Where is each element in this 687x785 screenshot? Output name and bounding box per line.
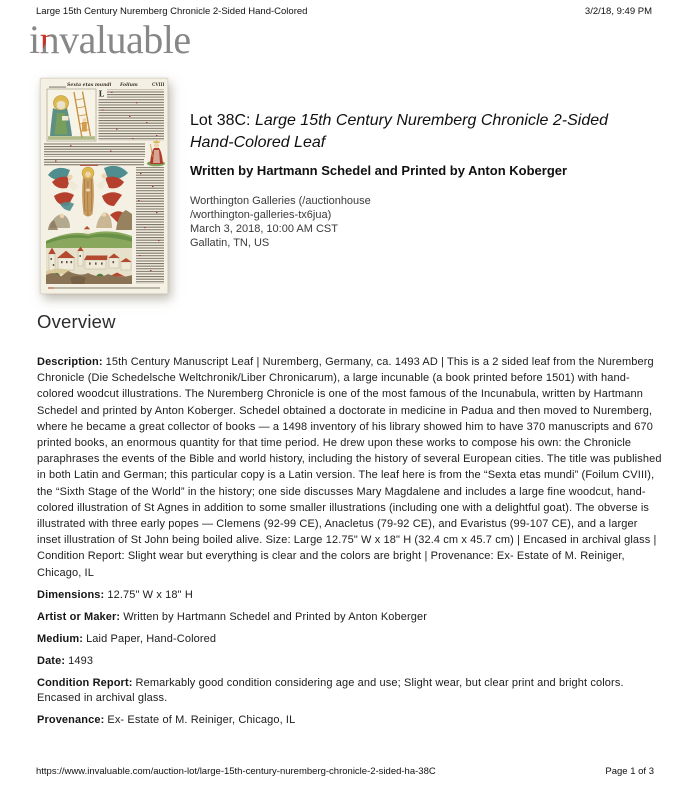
field-date (37, 654, 662, 669)
invaluable-logo (29, 17, 191, 62)
auction-house-link-line2: /worthington-galleries-tx6jua) (190, 209, 332, 222)
overview-heading: Overview (37, 311, 116, 332)
logo-rest: valuable (59, 17, 191, 62)
field-provenance (37, 713, 662, 728)
page-indicator: Page 1 of 3 (605, 766, 654, 777)
latin-text-column-upper (99, 89, 165, 142)
lot-byline: Written by Hartmann Schedel and Printed by Anton Koberger (190, 163, 568, 179)
field-artist-label: Artist or Maker: (37, 611, 121, 624)
header-right-text: CVIII (152, 82, 165, 87)
field-dimensions-label: Dimensions: (37, 589, 105, 602)
auction-house-info (190, 195, 662, 250)
field-provenance-label: Provenance: (37, 713, 105, 726)
field-date-label: Date: (37, 655, 66, 668)
auction-date: March 3, 2018, 10:00 AM CST (190, 222, 338, 235)
logo-letter-n-accent: n (39, 17, 60, 62)
field-medium-value: Laid Paper, Hand-Colored (86, 633, 217, 646)
description-label: Description: (37, 356, 103, 368)
field-date-value: 1493 (68, 655, 94, 668)
field-condition-label: Condition Report: (37, 677, 133, 690)
field-condition-report (37, 676, 662, 705)
field-medium-label: Medium: (37, 633, 84, 646)
latin-text-band-middle (44, 143, 145, 166)
overview-section (37, 311, 662, 727)
chronicle-leaf-illustration (40, 78, 168, 294)
field-artist-value: Written by Hartmann Schedel and Printed by Anton Koberger (123, 611, 428, 624)
caption-line (48, 288, 160, 289)
print-header (36, 6, 652, 17)
field-dimensions (37, 588, 662, 603)
lot-description (37, 354, 662, 581)
lot-title-name: Large 15th Century Nuremberg Chronicle 2-Sided Hand-Colored Leaf (190, 112, 609, 152)
field-dimensions-value: 12.75" W x 18" H (107, 589, 193, 602)
lot-number: Lot 38C: (190, 112, 255, 129)
svg-text:L: L (98, 88, 105, 99)
latin-text-column-right (136, 167, 164, 284)
field-condition-value: Remarkably good condition considering age and use; Slight wear, but clear print and bright colors. Encased in archival glass. (37, 677, 624, 704)
auction-house-link-line1: Worthington Galleries (/auctionhouse (190, 195, 371, 208)
field-artist-or-maker (37, 610, 662, 625)
logo-letter-i: i (29, 17, 40, 62)
lot-artwork-image (40, 78, 168, 294)
header-left-text: Sexta etas mundi (67, 83, 112, 88)
st-agnes-woodcut (47, 87, 96, 141)
auction-location: Gallatin, TN, US (190, 236, 270, 249)
print-datetime: 3/2/18, 9:49 PM (584, 6, 652, 17)
lot-header (190, 110, 662, 251)
lot-title (190, 110, 636, 154)
print-document-title: Large 15th Century Nuremberg Chronicle 2-Sided Hand-Colored (36, 6, 308, 17)
header-center-text: Folium (120, 83, 138, 88)
print-footer (36, 766, 654, 777)
print-source-url: https://www.invaluable.com/auction-lot/large-15th-century-nuremberg-chronicle-2-sided-ha-38C (36, 766, 436, 777)
field-medium (37, 632, 662, 647)
description-text: 15th Century Manuscript Leaf | Nuremberg, Germany, ca. 1493 AD | This is a 2 sided leaf from the Nuremberg Chronicle (Die Schedelsche Weltchronik/Liber Chronicarum), a large incunable (a book printed before 1501) with hand-colored woodcut illustrations. The Nuremberg Chronicle is one of the most famous of the Incunabula, written by Hartmann Schedel and printed by Anton Koberger. Schedel obtained a doctorate in medicine in Padua and then moved to Nuremberg, where he became a great collector of books — a 1498 inventory of his library showed him to have 370 manuscripts and 670 printed books, an enormous quantity for that time period. He drew upon these works to compose his own: the Chronicle paraphrases the events of the Bible and world history, including the history of several European cities. The title was published in both Latin and German; this particular copy is a Latin version. The leaf here is from the “Sexta etas mundi” (Foilum CVIII), the “Sixth Stage of the World” in the history; one side discusses Mary Magdalene and includes a large fine woodcut, hand-colored illustration of St Agnes in addition to some smaller illustrations (including one with a delightful goat). The obverse is illustrated with three early popes — Clemens (92-99 CE), Anacletus (79-92 CE), and Evaristus (99-107 CE), and a larger inset illustration of St John being boiled alive. Size: Large 12.75" W x 18" H (32.4 cm x 45.7 cm) | Encased in archival glass | Condition Report: Slight wear but everything is clear and the colors are bright | Provenance: Ex- Estate of M. Reiniger, Chicago, IL (37, 356, 662, 579)
field-provenance-value: Ex- Estate of M. Reiniger, Chicago, IL (107, 713, 296, 726)
